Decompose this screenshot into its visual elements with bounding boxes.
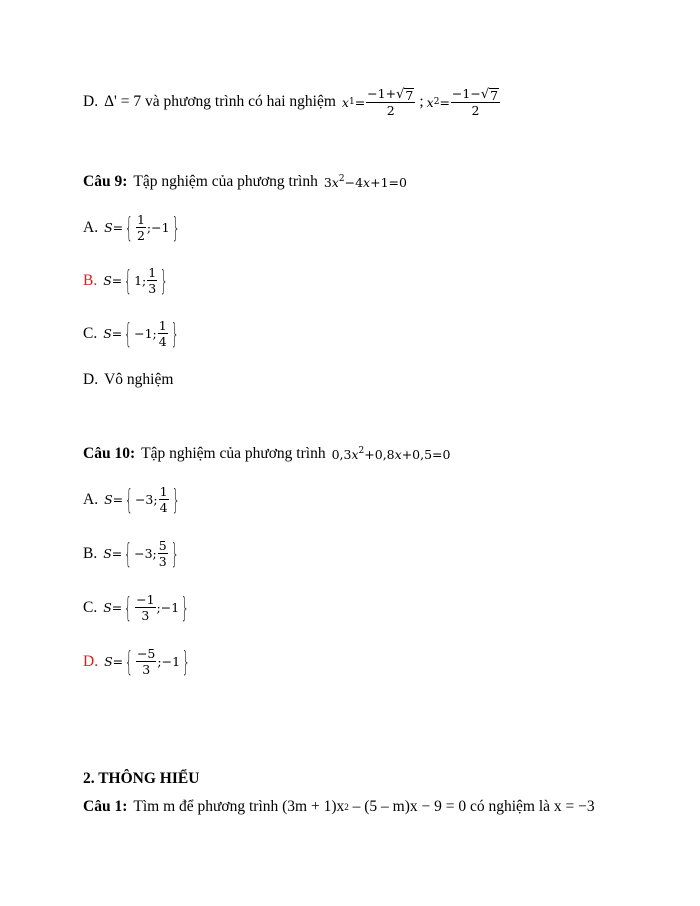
q9-option-c[interactable] [83, 318, 181, 349]
question-9 [83, 173, 407, 191]
equation: $0,3x^2+0,8x+0,5=0$ [331, 446, 451, 462]
option-label: C. [83, 324, 98, 342]
fraction: $\frac{5}{3}$ [158, 538, 167, 569]
option-label: D. [83, 93, 99, 110]
q10-option-a[interactable] [83, 484, 181, 515]
exponent: 2 [344, 802, 349, 812]
solution-set: S= { −3; $\frac{5}{3}$ } [103, 536, 179, 570]
radicand: 7 [490, 88, 499, 103]
fraction: $\frac{1}{4}$ [159, 484, 168, 515]
sqrt-icon: √ [480, 87, 490, 102]
sub-1: 1 [348, 97, 355, 107]
solution-set: S= { $\frac{-1}{3}$ ;−1 } [103, 590, 190, 624]
denominator: 2 [471, 103, 480, 118]
option-label: A. [83, 490, 99, 508]
fraction-x2 [451, 86, 500, 118]
question-text: Tập nghiệm của phương trình [133, 173, 318, 190]
fraction: $\frac{1}{3}$ [148, 265, 157, 296]
solution-set: S= { −1; $\frac{1}{4}$ } [103, 316, 179, 350]
separator: ; [419, 93, 424, 110]
question-label: Câu 1: [83, 798, 128, 815]
q9-option-d[interactable] [83, 371, 173, 389]
equals: = [354, 94, 366, 110]
solution-set: S= { 1; $\frac{1}{3}$ } [103, 263, 169, 297]
sub-2: 2 [433, 97, 440, 107]
solution-set: S= { $\frac{-5}{3}$ ;−1 } [104, 644, 190, 678]
option-label: D. [83, 371, 99, 388]
equals: = [439, 94, 450, 110]
solution-set: S= { $\frac{1}{2}$ ;−1 } [104, 210, 180, 244]
num-part: −1+ [367, 86, 397, 101]
section-title: 2. THÔNG HIỂU [83, 770, 200, 787]
question-10 [83, 445, 450, 463]
question-text-a: Tìm m để phương trình (3m + 1)x [133, 798, 345, 815]
option-label: B. [83, 271, 98, 289]
radicand: 7 [405, 88, 414, 103]
q9-option-a[interactable] [83, 212, 181, 243]
solution-set: S= { −3; $\frac{1}{4}$ } [104, 482, 180, 516]
sqrt-icon: √ [396, 87, 405, 102]
prev-option-d [83, 86, 501, 118]
var-x1: x [341, 94, 349, 110]
option-label: A. [83, 218, 99, 236]
option-text: Vô nghiệm [104, 371, 174, 388]
question-1 [83, 798, 595, 816]
q10-option-d[interactable] [83, 646, 192, 677]
question-text: Tập nghiệm của phương trình [141, 445, 326, 462]
option-label: C. [83, 598, 98, 616]
denominator: 2 [386, 103, 395, 118]
option-label: D. [83, 652, 99, 670]
q10-option-b[interactable] [83, 538, 181, 569]
q9-option-b[interactable] [83, 265, 170, 296]
fraction-x1 [366, 86, 415, 118]
q10-option-c[interactable] [83, 592, 191, 623]
roots-formula [342, 86, 501, 118]
question-text-b: – (5 – m)x − 9 = 0 có nghiệm là x = −3 [348, 798, 595, 815]
var-x2: x [426, 94, 434, 110]
option-label: B. [83, 544, 98, 562]
fraction: $\frac{1}{2}$ [136, 212, 145, 243]
option-text: Δ' = 7 và phương trình có hai nghiệm [104, 93, 336, 110]
fraction: $\frac{-1}{3}$ [136, 592, 155, 623]
num-part: −1− [451, 86, 481, 101]
fraction: $\frac{-5}{3}$ [136, 646, 156, 677]
question-label: Câu 9: [83, 173, 128, 190]
question-label: Câu 10: [83, 445, 136, 462]
fraction: $\frac{1}{4}$ [158, 318, 167, 349]
equation: $3x^2-4x+1=0$ [323, 174, 407, 190]
